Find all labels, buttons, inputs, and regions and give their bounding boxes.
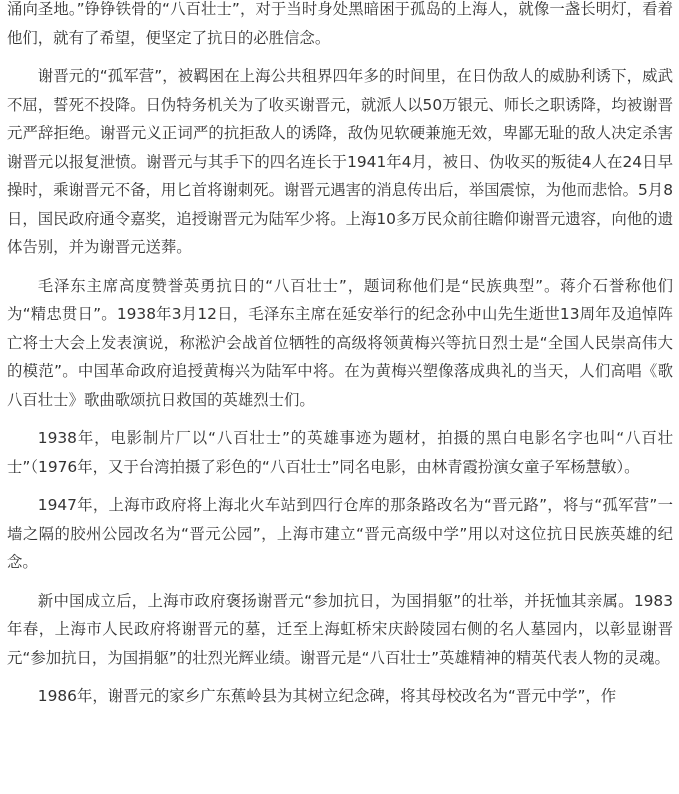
paragraph-gap	[7, 577, 673, 587]
paragraph-new-china: 新中国成立后，上海市政府褒扬谢晋元“参加抗日，为国捐躯”的壮举，并抚恤其亲属。1983年春，上海市人民政府将谢晋元的墓，迁至上海虹桥宋庆龄陵园右侧的名人墓园内，以彰显谢晋元“参加抗日，为国捐躯”的壮烈光辉业绩。谢晋元是“八百壮士”英雄精神的精英代表人物的灵魂。	[7, 591, 673, 667]
paragraph-lone-army-camp: 谢晋元的“孤军营”，被羁困在上海公共租界四年多的时间里，在日伪敌人的威胁利诱下，威武不屈，誓死不投降。日伪特务机关为了收买谢晋元，就派人以50万银元、师长之职诱降，均被谢晋元严辞拒绝。谢晋元义正词严的抗拒敌人的诱降，敌伪见软硬兼施无效，卑鄙无耻的敌人决定杀害谢晋元以报复泄愤。谢晋元与其手下的四名连长于1941年4月，被日、伪收买的叛徒4人在24日早操时，乘谢晋元不备，用匕首将谢刺死。谢晋元遇害的消息传出后，举国震惊，为他而悲恰。5月8日，国民政府通令嘉奖，追授谢晋元为陆军少将。上海10多万民众前往瞻仰谢晋元遗容，向他的遗体告别，并为谢晋元送葬。	[7, 67, 673, 256]
paragraph-gap	[7, 262, 673, 272]
paragraph-1947-renaming: 1947年，上海市政府将上海北火车站到四行仓库的那条路改名为“晋元路”，将与“孤军营”一墙之隔的胶州公园改名为“晋元公园”，上海市建立“晋元高级中学”用以对这位抗日民族英雄的纪念。	[7, 496, 673, 571]
paragraph-gap	[7, 481, 673, 491]
paragraph-1986-memorial: 1986年，谢晋元的家乡广东蕉岭县为其树立纪念碑，将其母校改名为“晋元中学”，作	[37, 687, 617, 705]
paragraph-gap	[7, 672, 673, 682]
paragraph-intro-continuation: 涌向圣地。”铮铮铁骨的“八百壮士”，对于当时身处黑暗困于孤岛的上海人，就像一盏长明灯，看着他们，就有了希望，便坚定了抗日的必胜信念。	[7, 0, 673, 47]
paragraph-praise: 毛泽东主席高度赞誉英勇抗日的“八百壮士”，题词称他们是“民族典型”。蒋介石誉称他们为“精忠贯日”。1938年3月12日，毛泽东主席在延安举行的纪念孙中山先生逝世13周年及追悼阵亡将士大会上发表演说，称淞沪会战首位牺牲的高级将领黄梅兴等抗日烈士是“全国人民崇高伟大的模范”。中国革命政府追授黄梅兴为陆军中将。在为黄梅兴塑像落成典礼的当天，人们高唱《歌八百壮士》歌曲歌颂抗日救国的英雄烈士们。	[7, 276, 673, 409]
paragraph-gap	[7, 414, 673, 424]
paragraph-gap	[7, 52, 673, 62]
paragraph-film: 1938年，电影制片厂以“八百壮士”的英雄事迹为题材，拍摄的黑白电影名字也叫“八百壮士”（1976年，又于台湾拍摄了彩色的“八百壮士”同名电影，由林青霞扮演女童子军杨慧敏）。	[7, 429, 673, 476]
